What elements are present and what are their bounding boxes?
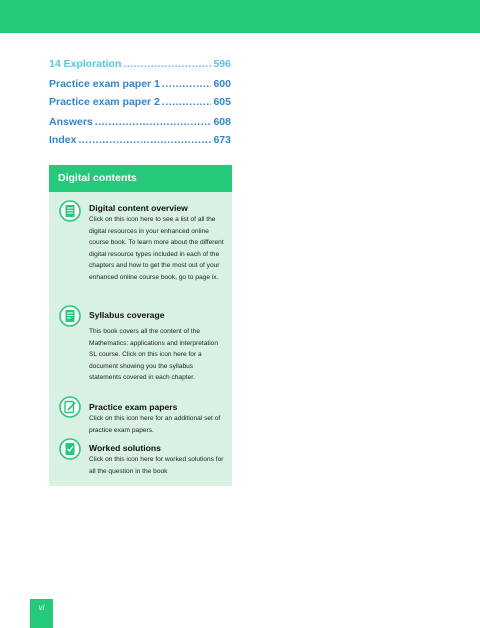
- toc-entry-practice-paper-2[interactable]: [49, 96, 231, 109]
- item-heading: Digital content overview: [89, 203, 188, 213]
- toc-entry-title: Practice exam paper 2: [49, 96, 160, 108]
- practice-exam-icon[interactable]: [59, 396, 81, 418]
- table-of-contents: [49, 58, 231, 147]
- page-number: vi: [30, 599, 53, 628]
- toc-entry-title: Practice exam paper 1: [49, 78, 160, 90]
- toc-leader-dots: [78, 134, 211, 147]
- digital-contents-header: Digital contents: [49, 165, 232, 192]
- toc-entry-title: 14 Exploration: [49, 58, 122, 70]
- toc-entry-title: Answers: [49, 116, 93, 128]
- worked-solutions-icon[interactable]: [59, 438, 81, 460]
- toc-entry-index[interactable]: [49, 134, 231, 147]
- toc-leader-dots: [123, 58, 211, 71]
- toc-entry-page: 673: [213, 134, 231, 146]
- item-heading: Practice exam papers: [89, 402, 178, 412]
- toc-entry-page: 600: [213, 78, 231, 90]
- toc-leader-dots: [162, 78, 212, 91]
- toc-entry-answers[interactable]: [49, 116, 231, 129]
- item-description: Click on this icon here to see a list of all the digital resources in your enhanced online course book. To learn more about the different digital resource types included in each of the chapters and how to get the most out of your enhanced online course book, go to page ix.: [89, 216, 224, 281]
- item-description: Click on this icon here for an additional set of practice exam papers.: [89, 415, 221, 434]
- toc-entry-exploration[interactable]: [49, 58, 231, 71]
- toc-leader-dots: [95, 116, 212, 129]
- item-heading: Syllabus coverage: [89, 310, 165, 320]
- toc-entry-title: Index: [49, 134, 77, 146]
- digital-contents-panel: [49, 165, 232, 486]
- toc-entry-practice-paper-1[interactable]: [49, 78, 231, 91]
- digital-content-icon[interactable]: [59, 200, 81, 222]
- toc-entry-page: 605: [213, 96, 231, 108]
- toc-entry-page: 596: [213, 58, 231, 70]
- item-description: This book covers all the content of the Mathematics: applications and interpretation SL course. Click on this icon here for a document showing you the syllabus statements covered in each chapter.: [89, 328, 219, 382]
- toc-entry-page: 608: [213, 116, 231, 128]
- item-heading: Worked solutions: [89, 443, 161, 453]
- syllabus-icon[interactable]: [59, 305, 81, 327]
- top-color-band: [0, 0, 480, 33]
- item-description: Click on this icon here for worked solutions for all the question in the book: [89, 456, 224, 475]
- toc-leader-dots: [162, 96, 212, 109]
